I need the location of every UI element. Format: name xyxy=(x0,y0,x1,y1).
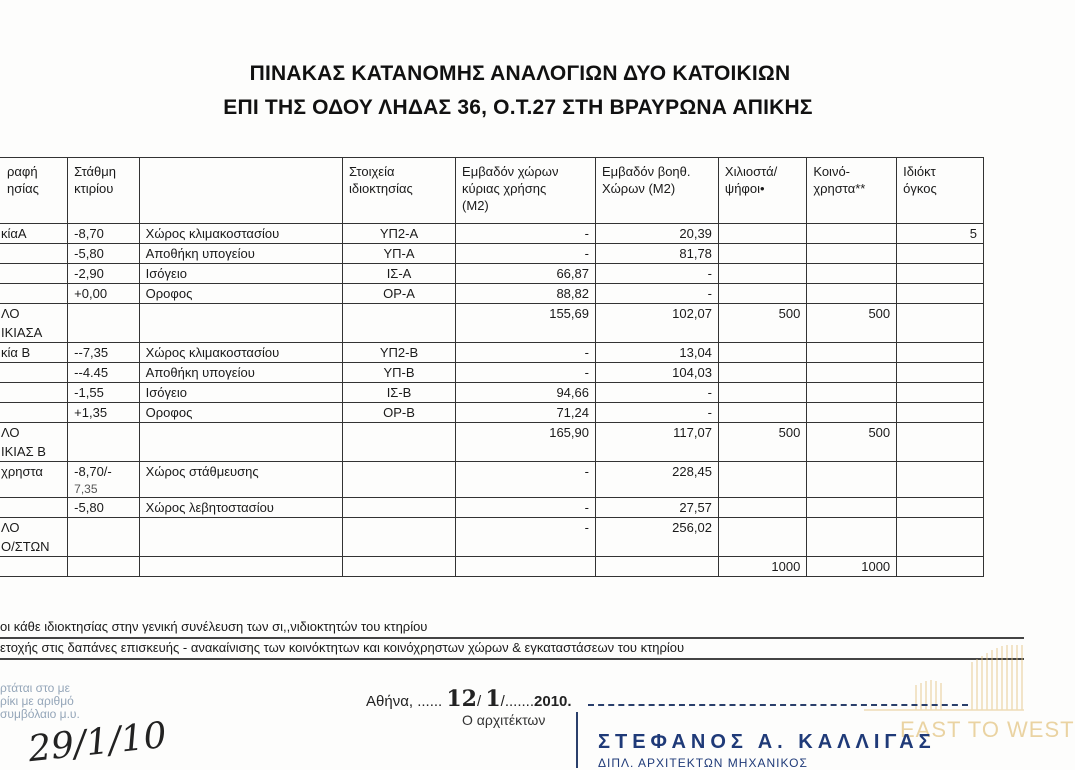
cell-volume xyxy=(897,423,984,462)
cell-common xyxy=(807,284,897,304)
cell-code: ΙΣ-Β xyxy=(342,383,455,403)
cell-volume xyxy=(897,304,984,343)
cell-code: ΟΡ-Β xyxy=(342,403,455,423)
cell-level xyxy=(68,557,140,577)
cell-permille xyxy=(718,383,806,403)
header-permille: Χιλιοστά/ ψήφοι• xyxy=(718,158,806,224)
cell-level xyxy=(68,518,140,557)
cell-space: Οροφος xyxy=(139,284,342,304)
cell-volume xyxy=(897,363,984,383)
watermark-logo-icon xyxy=(854,640,1024,720)
cell-space: Χώρος κλιμακοστασίου xyxy=(139,224,342,244)
table-row xyxy=(0,284,984,304)
cell-volume xyxy=(897,462,984,498)
cell-main-area: 165,90 xyxy=(456,423,596,462)
cell-main-area: 88,82 xyxy=(456,284,596,304)
cell-common xyxy=(807,383,897,403)
cell-permille xyxy=(718,518,806,557)
header-space xyxy=(139,158,342,224)
table-row xyxy=(0,264,984,284)
cell-common: 1000 xyxy=(807,557,897,577)
document-title-line-1: ΠΙΝΑΚΑΣ ΚΑΤΑΝΟΜΗΣ ΑΝΑΛΟΓΙΩΝ ΔΥΟ ΚΑΤΟΙΚΙΩΝ xyxy=(249,62,791,85)
cell-permille xyxy=(718,244,806,264)
cell-description: κία Β xyxy=(0,343,68,363)
table-row-total-common xyxy=(0,518,984,557)
cell-permille: 1000 xyxy=(718,557,806,577)
cell-volume xyxy=(897,383,984,403)
cell-space: Αποθήκη υπογείου xyxy=(139,363,342,383)
cell-permille xyxy=(718,363,806,383)
header-main-area: Εμβαδόν χώρων κύριας χρήσης (Μ2) xyxy=(456,158,596,224)
cell-description xyxy=(0,383,68,403)
cell-volume xyxy=(897,557,984,577)
cell-permille xyxy=(718,462,806,498)
cell-code: ΙΣ-Α xyxy=(342,264,455,284)
cell-aux-area: - xyxy=(595,284,718,304)
cell-common: 500 xyxy=(807,423,897,462)
table-row-grand-total xyxy=(0,557,984,577)
cell-description xyxy=(0,264,68,284)
cell-aux-area: 13,04 xyxy=(595,343,718,363)
cell-main-area: 66,87 xyxy=(456,264,596,284)
cell-volume xyxy=(897,498,984,518)
cell-permille xyxy=(718,224,806,244)
cell-level: --4.45 xyxy=(68,363,140,383)
cell-code xyxy=(342,304,455,343)
cell-space: Χώρος στάθμευσης xyxy=(139,462,342,498)
cell-aux-area: - xyxy=(595,383,718,403)
header-level: Στάθμη κτιρίου xyxy=(68,158,140,224)
cell-common xyxy=(807,363,897,383)
cell-description: ΛΟ Ο/ΣΤΩΝ xyxy=(0,518,68,557)
cell-permille xyxy=(718,284,806,304)
cell-code xyxy=(342,557,455,577)
cell-description: ΛΟ ΙΚΙΑΣ Β xyxy=(0,423,68,462)
cell-space xyxy=(139,304,342,343)
cell-main-area: 71,24 xyxy=(456,403,596,423)
cell-space xyxy=(139,518,342,557)
cell-level: -5,80 xyxy=(68,498,140,518)
date-month: 1 xyxy=(485,686,501,712)
cell-description xyxy=(0,363,68,383)
cell-description xyxy=(0,403,68,423)
place-date: Αθήνα, ...... 12/ 1/.......2010. xyxy=(366,686,572,712)
cell-permille xyxy=(718,498,806,518)
cell-description: ΛΟ ΙΚΙΑΣΑ xyxy=(0,304,68,343)
cell-aux-area: 104,03 xyxy=(595,363,718,383)
cell-aux-area: 117,07 xyxy=(595,423,718,462)
handwritten-date: 29/1/10 xyxy=(26,714,169,770)
cell-volume: 5 xyxy=(897,224,984,244)
cell-code: ΥΠ2-Β xyxy=(342,343,455,363)
cell-code: ΥΠ-Β xyxy=(342,363,455,383)
date-day: 12 xyxy=(446,686,477,712)
cell-common xyxy=(807,403,897,423)
cell-space xyxy=(139,557,342,577)
cell-level: -8,70 xyxy=(68,224,140,244)
table-row-total-b xyxy=(0,423,984,462)
cell-main-area: - xyxy=(456,498,596,518)
cell-volume xyxy=(897,284,984,304)
cell-space: Οροφος xyxy=(139,403,342,423)
cell-level: -2,90 xyxy=(68,264,140,284)
cell-level: -8,70/- 7,35 xyxy=(68,462,140,498)
cell-level: +1,35 xyxy=(68,403,140,423)
cell-level: +0,00 xyxy=(68,284,140,304)
cell-volume xyxy=(897,518,984,557)
cell-volume xyxy=(897,264,984,284)
cell-aux-area: 256,02 xyxy=(595,518,718,557)
cell-code: ΥΠ-Α xyxy=(342,244,455,264)
cell-main-area: 155,69 xyxy=(456,304,596,343)
cell-volume xyxy=(897,244,984,264)
cell-aux-area: - xyxy=(595,264,718,284)
cell-space xyxy=(139,423,342,462)
cell-code xyxy=(342,518,455,557)
cell-common xyxy=(807,244,897,264)
table-row-common xyxy=(0,462,984,498)
signatory-role: Ο αρχιτέκτων xyxy=(462,712,546,728)
watermark-text: EAST TO WEST xyxy=(900,717,1075,742)
cell-aux-area: 20,39 xyxy=(595,224,718,244)
cell-level xyxy=(68,304,140,343)
cell-code: ΟΡ-Α xyxy=(342,284,455,304)
footnote-voting: οι κάθε ιδιοκτησίας στην γενική συνέλευση των σι,,νιδιοκτητών του κτηρίου xyxy=(0,619,428,634)
cell-main-area: - xyxy=(456,363,596,383)
header-common: Κοινό- χρηστα** xyxy=(807,158,897,224)
cell-volume xyxy=(897,403,984,423)
header-description: ραφή ησίας xyxy=(0,158,68,224)
allocation-table xyxy=(0,157,984,577)
cell-description xyxy=(0,284,68,304)
cell-common: 500 xyxy=(807,304,897,343)
cell-aux-area: 228,45 xyxy=(595,462,718,498)
cell-space: Χώρος λεβητοστασίου xyxy=(139,498,342,518)
cell-main-area: - xyxy=(456,462,596,498)
cell-code: ΥΠ2-Α xyxy=(342,224,455,244)
table-row xyxy=(0,403,984,423)
cell-aux-area xyxy=(595,557,718,577)
cell-common xyxy=(807,498,897,518)
cell-description xyxy=(0,557,68,577)
cell-space: Χώρος κλιμακοστασίου xyxy=(139,343,342,363)
cell-main-area: - xyxy=(456,224,596,244)
table-row xyxy=(0,224,984,244)
cell-main-area: - xyxy=(456,518,596,557)
table-row xyxy=(0,383,984,403)
cell-main-area: 94,66 xyxy=(456,383,596,403)
cell-space: Ισόγειο xyxy=(139,383,342,403)
cell-space: Ισόγειο xyxy=(139,264,342,284)
table-header-row xyxy=(0,158,984,224)
cell-common xyxy=(807,518,897,557)
cell-permille xyxy=(718,264,806,284)
table-row xyxy=(0,498,984,518)
stamp-dashed-border xyxy=(588,704,968,706)
cell-description: χρηστα xyxy=(0,462,68,498)
cell-level: -1,55 xyxy=(68,383,140,403)
table-row xyxy=(0,363,984,383)
cell-main-area: - xyxy=(456,343,596,363)
footnote-divider xyxy=(0,637,1024,639)
cell-aux-area: 27,57 xyxy=(595,498,718,518)
architect-title: ΔΙΠΛ. ΑΡΧΙΤΕΚΤΩΝ ΜΗΧΑΝΙΚΟΣ xyxy=(598,756,808,770)
architect-name: ΣΤΕΦΑΝΟΣ Α. ΚΑΛΛΙΓΑΣ xyxy=(598,731,936,753)
cell-main-area: - xyxy=(456,244,596,264)
cell-permille xyxy=(718,343,806,363)
cell-space: Αποθήκη υπογείου xyxy=(139,244,342,264)
table-row xyxy=(0,244,984,264)
cell-aux-area: 81,78 xyxy=(595,244,718,264)
cell-permille: 500 xyxy=(718,304,806,343)
document-title-line-2: ΕΠΙ ΤΗΣ ΟΔΟΥ ΛΗΔΑΣ 36, Ο.Τ.27 ΣΤΗ ΒΡΑΥΡΩΝΑ ΑΠΙΚΗΣ xyxy=(223,96,813,119)
cell-description xyxy=(0,244,68,264)
header-aux-area: Εμβαδόν βοηθ. Χώρων (Μ2) xyxy=(595,158,718,224)
cell-permille: 500 xyxy=(718,423,806,462)
cell-description: κίαΑ xyxy=(0,224,68,244)
cell-common xyxy=(807,343,897,363)
cell-volume xyxy=(897,343,984,363)
city-label: Αθήνα, ...... xyxy=(366,693,443,710)
cell-level: --7,35 xyxy=(68,343,140,363)
table-row xyxy=(0,343,984,363)
table-row-total-a xyxy=(0,304,984,343)
cell-common xyxy=(807,264,897,284)
cell-aux-area: - xyxy=(595,403,718,423)
cell-common xyxy=(807,462,897,498)
cell-code xyxy=(342,462,455,498)
cell-level xyxy=(68,423,140,462)
cell-code xyxy=(342,498,455,518)
footnote-expenses: ετοχής στις δαπάνες επισκευής - ανακαίνισης των κοινόκτητων και κοινόχρηστων χώρων & εγκαταστάσεων του κτηρίου xyxy=(0,640,685,655)
date-year: 2010. xyxy=(534,693,572,710)
header-volume: Ιδιόκτ όγκος xyxy=(897,158,984,224)
cell-main-area xyxy=(456,557,596,577)
cell-code xyxy=(342,423,455,462)
cell-common xyxy=(807,224,897,244)
cell-level: -5,80 xyxy=(68,244,140,264)
cell-permille xyxy=(718,403,806,423)
header-property-code: Στοιχεία ιδιοκτησίας xyxy=(342,158,455,224)
cell-description xyxy=(0,498,68,518)
cell-aux-area: 102,07 xyxy=(595,304,718,343)
registry-stamp: ρτάται στο με ρίκι με αριθμό συμβόλαιο μ.υ. xyxy=(0,681,80,721)
